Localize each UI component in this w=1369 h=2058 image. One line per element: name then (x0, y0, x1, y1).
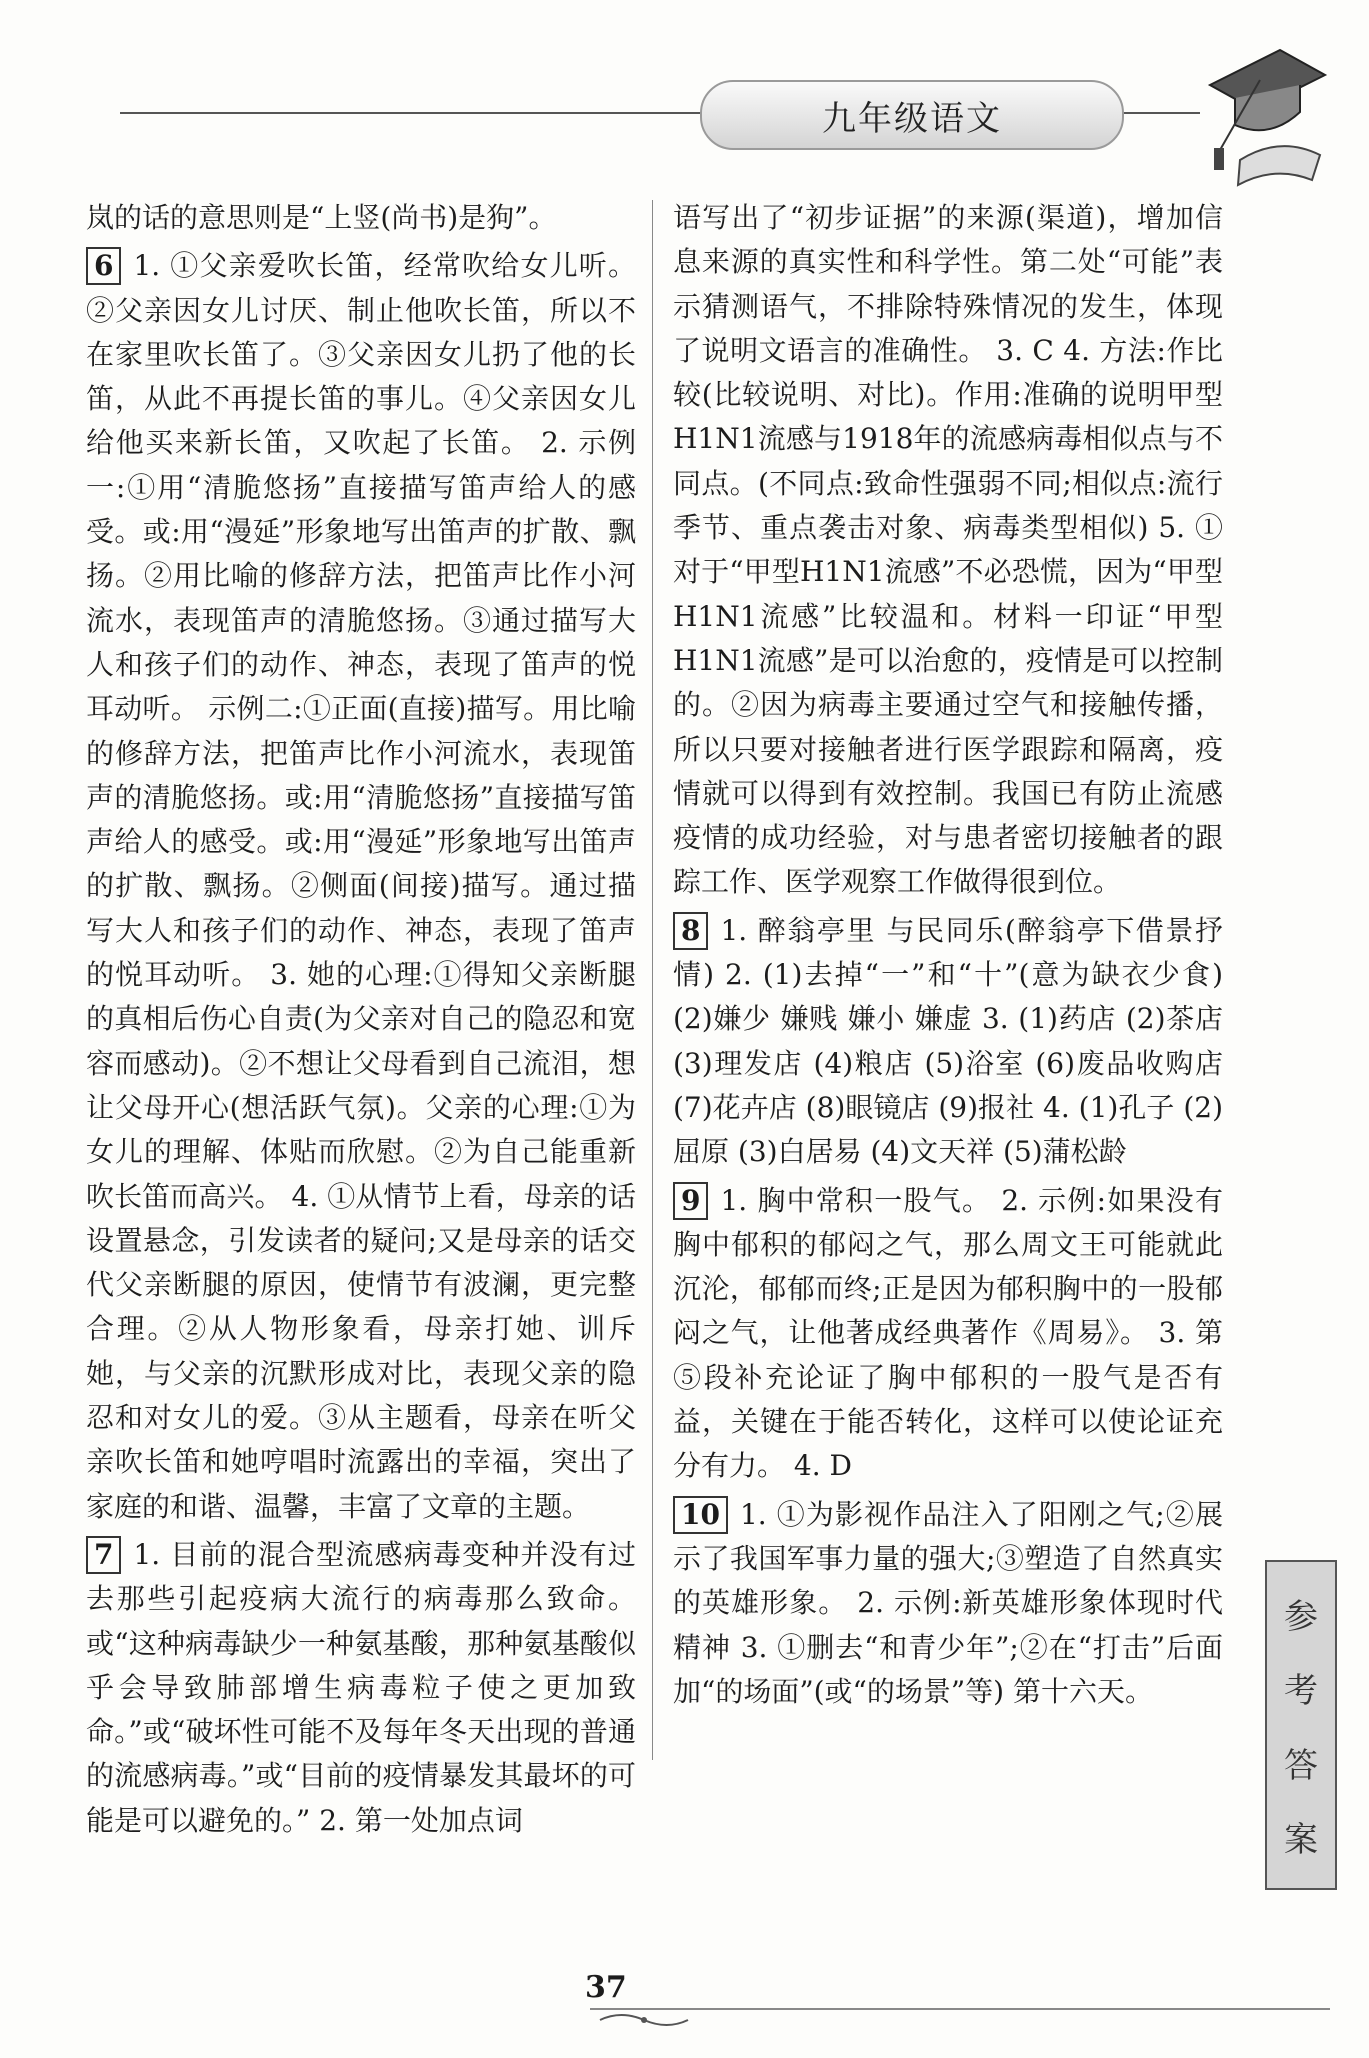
side-tab-char: 参 (1284, 1596, 1318, 1637)
header-title: 九年级语文 (822, 98, 1002, 139)
column-divider (652, 200, 653, 1760)
answer-block (673, 1493, 1223, 1714)
answer-text: 语写出了“初步证据”的来源(渠道)，增加信息来源的真实性和科学性。第二处“可能”表示猜测语气，不排除特殊情况的发生，体现了说明文语言的准确性。 3. C 4. 方法:作比较(比较说明、对比)。作用:准确的说明甲型H1N1流感与1918年的流感病毒相似点与不同点。(不同点:致命性强弱不同;相似点:流行季节、重点袭击对象、病毒类型相似) 5. ①对于“甲型H1N1流感”不必恐慌，因为“甲型H1N1流感”比较温和。材料一印证“甲型H1N1流感”是可以治愈的，疫情是可以控制的。②因为病毒主要通过空气和接触传播，所以只要对接触者进行医学跟踪和隔离，疫情就可以得到有效控制。我国已有防止流感疫情的成功经验，对与患者密切接触者的跟踪工作、医学观察工作做得很到位。 (673, 201, 1223, 899)
right-column (673, 196, 1223, 1718)
answers-side-tab (1265, 1560, 1337, 1890)
side-tab-char: 考 (1284, 1671, 1318, 1712)
side-tab-char: 答 (1284, 1745, 1318, 1786)
question-number: 8 (673, 912, 708, 950)
answer-text: 1. ①为影视作品注入了阳刚之气;②展示了我国军事力量的强大;③塑造了自然真实的英雄形象。 2. 示例:新英雄形象体现时代精神 3. ①删去“和青少年”;②在“打击”后面加“的场面”(或“的场景”等) 第十六天。 (673, 1497, 1223, 1708)
answer-text: 1. 胸中常积一股气。 2. 示例:如果没有胸中郁积的郁闷之气，那么周文王可能就此沉沦，郁郁而终;正是因为郁积胸中的一股郁闷之气，让他著成经典著作《周易》。 3. 第⑤段补充论证了胸中郁积的一股气是否有益，关键在于能否转化，这样可以使论证充分有力。 4. D (673, 1183, 1223, 1483)
question-number: 10 (673, 1496, 728, 1534)
answer-text: 1. 目前的混合型流感病毒变种并没有过去那些引起疫病大流行的病毒那么致命。或“这种病毒缺少一种氨基酸，那种氨基酸似乎会导致肺部增生病毒粒子使之更加致命。”或“破坏性可能不及每年冬天出现的普通的流感病毒。”或“目前的疫情暴发其最坏的可能是可以避免的。” 2. 第一处加点词 (86, 1537, 636, 1837)
question-number: 6 (86, 247, 121, 285)
answer-block (86, 244, 636, 1529)
question-number: 9 (673, 1182, 708, 1220)
answer-text: 岚的话的意思则是“上竖(尚书)是狗”。 (86, 201, 557, 234)
footer-rule (590, 2008, 1330, 2010)
answer-text: 1. 醉翁亭里 与民同乐(醉翁亭下借景抒情) 2. (1)去掉“一”和“十”(意为缺衣少食) (2)嫌少 嫌贱 嫌小 嫌虚 3. (1)药店 (2)茶店 (3)理发店 (4)粮店 (5)浴室 (6)废品收购店 (7)花卉店 (8)眼镜店 (9)报社 4. (1)孔子 (2)屈原 (3)白居易 (4)文天祥 (5)蒲松龄 (673, 913, 1223, 1169)
answer-block (673, 196, 1223, 905)
left-column (86, 196, 636, 1847)
header-badge (700, 80, 1124, 150)
answer-block (673, 1179, 1223, 1489)
ornament-icon (598, 2010, 690, 2030)
side-tab-char: 案 (1284, 1820, 1318, 1861)
answer-block (673, 909, 1223, 1175)
answer-text: 1. ①父亲爱吹长笛，经常吹给女儿听。②父亲因女儿讨厌、制止他吹长笛，所以不在家里吹长笛了。③父亲因女儿扔了他的长笛，从此不再提长笛的事儿。④父亲因女儿给他买来新长笛，又吹起了长笛。 2. 示例一:①用“清脆悠扬”直接描写笛声给人的感受。或:用“漫延”形象地写出笛声的扩散、飘扬。②用比喻的修辞方法，把笛声比作小河流水，表现笛声的清脆悠扬。③通过描写大人和孩子们的动作、神态，表现了笛声的悦耳动听。 示例二:①正面(直接)描写。用比喻的修辞方法，把笛声比作小河流水，表现笛声的清脆悠扬。或:用“清脆悠扬”直接描写笛声给人的感受。或:用“漫延”形象地写出笛声的扩散、飘扬。②侧面(间接)描写。通过描写大人和孩子们的动作、神态，表现了笛声的悦耳动听。 3. 她的心理:①得知父亲断腿的真相后伤心自责(为父亲对自己的隐忍和宽容而感动)。②不想让父母看到自己流泪，想让父母开心(想活跃气氛)。父亲的心理:①为女儿的理解、体贴而欣慰。②为自己能重新吹长笛而高兴。 4. ①从情节上看，母亲的话设置悬念，引发读者的疑问;又是母亲的话交代父亲断腿的原因，使情节有波澜，更完整合理。②从人物形象看，母亲打她、训斥她，与父亲的沉默形成对比，表现父亲的隐忍和对女儿的爱。③从主题看，母亲在听父亲吹长笛和她哼唱时流露出的幸福，突出了家庭的和谐、温馨，丰富了文章的主题。 (86, 249, 636, 1523)
graduation-cap-icon (1200, 40, 1330, 190)
page-number: 37 (585, 1970, 627, 2005)
answer-block (86, 1533, 636, 1843)
question-number: 7 (86, 1536, 121, 1574)
answer-block (86, 196, 636, 240)
